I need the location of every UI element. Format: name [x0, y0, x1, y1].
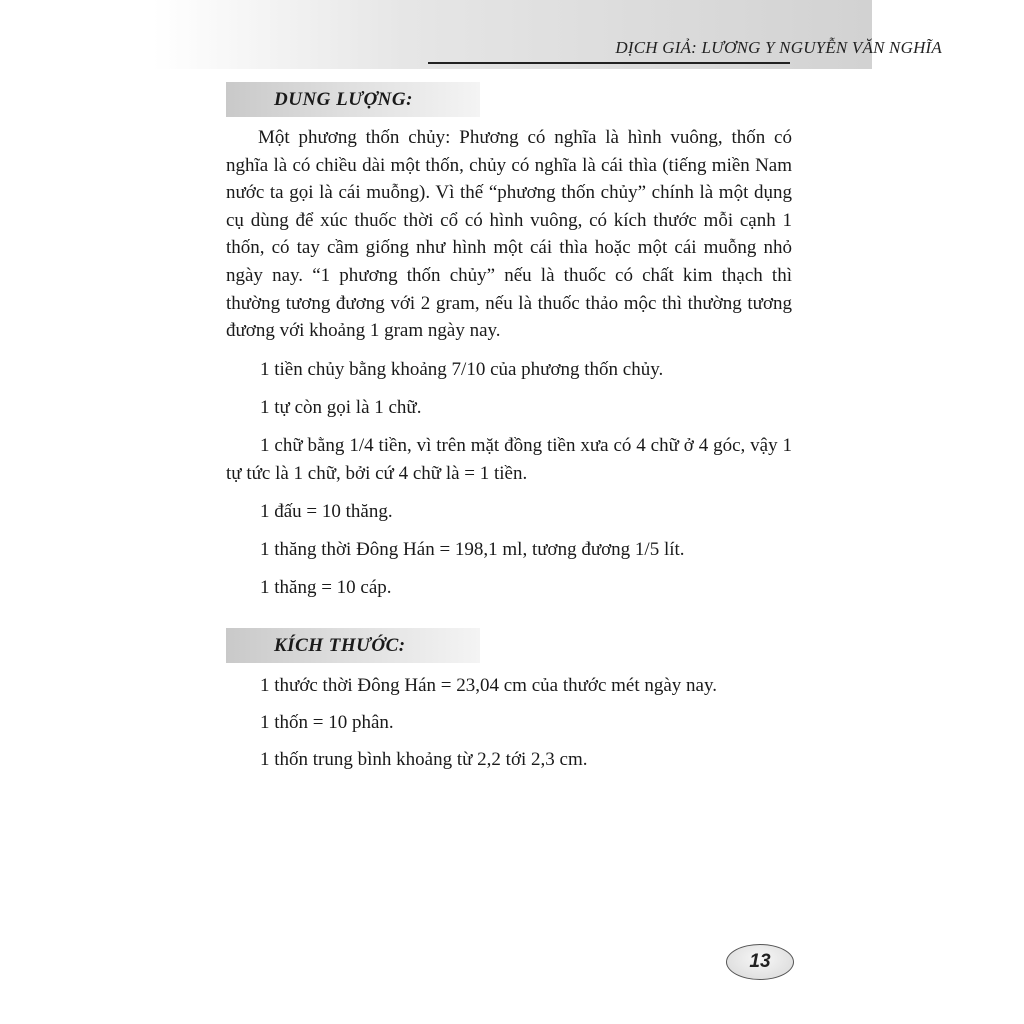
capacity-line-dau: 1 đấu = 10 thăng. — [260, 501, 393, 522]
size-line-thon-phan: 1 thốn = 10 phân. — [260, 712, 394, 733]
capacity-line-chu: 1 chữ bằng 1/4 tiền, vì trên mặt đồng tiền xưa có 4 chữ ở 4 góc, vậy 1 tự tức là 1 chữ, bởi cứ 4 chữ là = 1 tiền. — [226, 435, 792, 484]
page-header-band — [153, 0, 872, 69]
capacity-line-tien-chuy: 1 tiền chủy bằng khoảng 7/10 của phương thốn chủy. — [260, 359, 664, 380]
header-rule — [428, 62, 790, 64]
page-number-badge: 13 — [726, 944, 794, 980]
capacity-intro-paragraph: Một phương thốn chủy: Phương có nghĩa là hình vuông, thốn có nghĩa là có chiều dài một thốn, chủy có nghĩa là cái thìa (tiếng miền Nam nước ta gọi là cái muỗng). Vì thế “phương thốn chủy” chính là một dụng cụ dùng để xúc thuốc thời cổ có hình vuông, có kích thước mỗi cạnh 1 thốn, có tay cầm giống như hình một cái thìa hoặc một cái muỗng nhỏ ngày nay. “1 phương thốn chủy” nếu là thuốc có chất kim thạch thì thường tương đương với 2 gram, nếu là thuốc thảo mộc thì thường tương đương với khoảng 1 gram ngày nay. — [226, 127, 792, 342]
section-heading-capacity: DUNG LƯỢNG: — [226, 82, 480, 117]
capacity-line-thang-dong-han: 1 thăng thời Đông Hán = 198,1 ml, tương đương 1/5 lít. — [260, 539, 685, 560]
section-heading-size: KÍCH THƯỚC: — [226, 628, 480, 663]
capacity-line-tu: 1 tự còn gọi là 1 chữ. — [260, 397, 422, 418]
size-line-thon-cm: 1 thốn trung bình khoảng từ 2,2 tới 2,3 cm. — [260, 749, 588, 770]
running-header-title: DỊCH GIẢ: LƯƠNG Y NGUYỄN VĂN NGHĨA — [615, 38, 942, 57]
size-line-thuoc: 1 thước thời Đông Hán = 23,04 cm của thước mét ngày nay. — [260, 675, 718, 696]
capacity-line-thang-cap: 1 thăng = 10 cáp. — [260, 577, 392, 598]
